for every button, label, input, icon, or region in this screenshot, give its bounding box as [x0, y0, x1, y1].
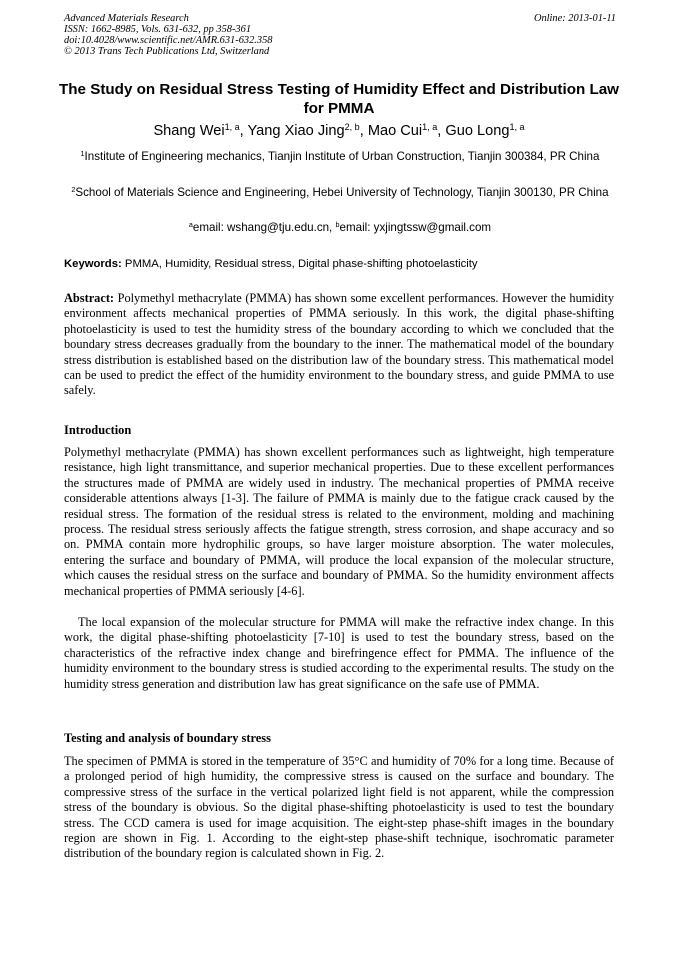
paper-title: The Study on Residual Stress Testing of Humidity Effect and Distribution Law for PMMA — [58, 81, 620, 117]
testing-paragraph-1: The specimen of PMMA is stored in the temperature of 35°C and humidity of 70% for a long time. Because of a prolonged period of high humidity, the compressive stress is caused on the surface and boundary. The compressive stress of the surface in the vertical polarized light field is not apparent, while the compression stress of the boundary is obvious. So the digital phase-shifting photoelasticity is used to test the boundary stress. The CCD camera is used for image acquisition. The eight-step phase-shift images in the boundary region are shown in Fig. 1. According to the eight-step phase-shift technique, isochromatic parameter distribution of the boundary region is calculated shown in Fig. 2. — [64, 754, 614, 861]
author-name: Yang Xiao Jing — [247, 123, 345, 139]
introduction-paragraph-1: Polymethyl methacrylate (PMMA) has shown excellent performances such as lightweight, high temperature resistance, high light transmittance, and superior mechanical properties. Due to these excellent performances the structures made of PMMA are widely used in industry. The mechanical properties of PMMA receive considerable attentions always [1-3]. The failure of PMMA is mainly due to the fatigue crack caused by the residual stress. The formation of the residual stress is related to the environment, molding and machining process. The residual stress seriously affects the fatigue strength, stress corrosion, and shape accuracy and so on. PMMA contain more hydrophilic groups, so have larger moisture absorption. The water molecules, entering the surface and boundary of PMMA, will produce the local expansion of the molecular structure, which causes the residual stress on the surface and boundary of PMMA. So the humidity environment affects mechanical properties of PMMA seriously [4-6]. — [64, 445, 614, 598]
author-name: Guo Long — [445, 123, 510, 139]
affiliation-2 — [64, 185, 616, 202]
issn-line: ISSN: 1662-8985, Vols. 631-632, pp 358-361 — [64, 24, 252, 35]
page-header — [64, 13, 616, 57]
affiliation-1 — [64, 149, 616, 166]
author-affiliation-mark: 1, a — [422, 122, 438, 133]
author-name: Shang Wei — [153, 123, 225, 139]
affiliation-text: School of Materials Science and Engineering, Hebei University of Technology, Tianjin 300130, PR China — [75, 186, 609, 199]
online-date: Online: 2013-01-11 — [533, 13, 616, 24]
keywords — [64, 257, 616, 271]
author-affiliation-mark: 1, a — [224, 122, 240, 133]
email-mark: a — [188, 220, 193, 230]
author-affiliation-mark: 2, b — [344, 122, 360, 133]
introduction-paragraph-2: The local expansion of the molecular structure for PMMA will make the refractive index change. In this work, the digital phase-shifting photoelasticity [7-10] is used to test the boundary stress, based on the characteristics of the refractive index change and birefringence effect for PMMA. The influence of the humidity environment to the boundary stress is studied according to the experimental results. The study on the humidity stress generation and distribution law has great significance on the safe use of PMMA. — [64, 615, 614, 691]
copyright-line: © 2013 Trans Tech Publications Ltd, Switzerland — [64, 46, 270, 57]
abstract-text: Polymethyl methacrylate (PMMA) has shown some excellent performances. However the humidity environment affects mechanical properties of PMMA seriously. In this work, the digital phase-shifting photoelasticity is used to test the humidity stress of the boundary according to which we concluded that the boundary stress decreases gradually from the boundary to the inner. The mathematical model of the boundary stress distribution is established based on the distribution law of the boundary stress. This mathematical model can be used to predict the effect of the humidity environment to the boundary stress, and guide PMMA to use safely. — [64, 291, 614, 398]
affiliation-mark: 2 — [71, 185, 76, 195]
section-heading-introduction: Introduction — [64, 423, 132, 437]
keywords-label: Keywords: — [64, 258, 122, 270]
email-text: email: wshang@tju.edu.cn, — [192, 221, 336, 234]
journal-name: Advanced Materials Research — [64, 13, 189, 24]
section-heading-testing: Testing and analysis of boundary stress — [64, 731, 271, 745]
doi-line: doi:10.4028/www.scientific.net/AMR.631-632.358 — [64, 35, 273, 46]
affiliation-text: Institute of Engineering mechanics, Tianjin Institute of Urban Construction, Tianjin 300384, PR China — [84, 150, 600, 163]
email-text: email: yxjingtssw@gmail.com — [339, 221, 492, 234]
author-affiliation-mark: 1, a — [509, 122, 525, 133]
author-name: Mao Cui — [367, 123, 423, 139]
abstract — [64, 291, 614, 399]
author-list: Shang Wei$^{1, a}$, Yang Xiao Jing$^{2, b}$, Mao Cui$^{1, a}$, Guo Long$^{1, a}$ — [153, 122, 525, 139]
affiliation-mark: 1 — [80, 149, 85, 159]
keywords-text: PMMA, Humidity, Residual stress, Digital phase-shifting photoelasticity — [124, 258, 478, 270]
email-line — [64, 220, 616, 237]
email-mark: b — [335, 220, 340, 230]
abstract-label: Abstract: — [64, 291, 115, 305]
